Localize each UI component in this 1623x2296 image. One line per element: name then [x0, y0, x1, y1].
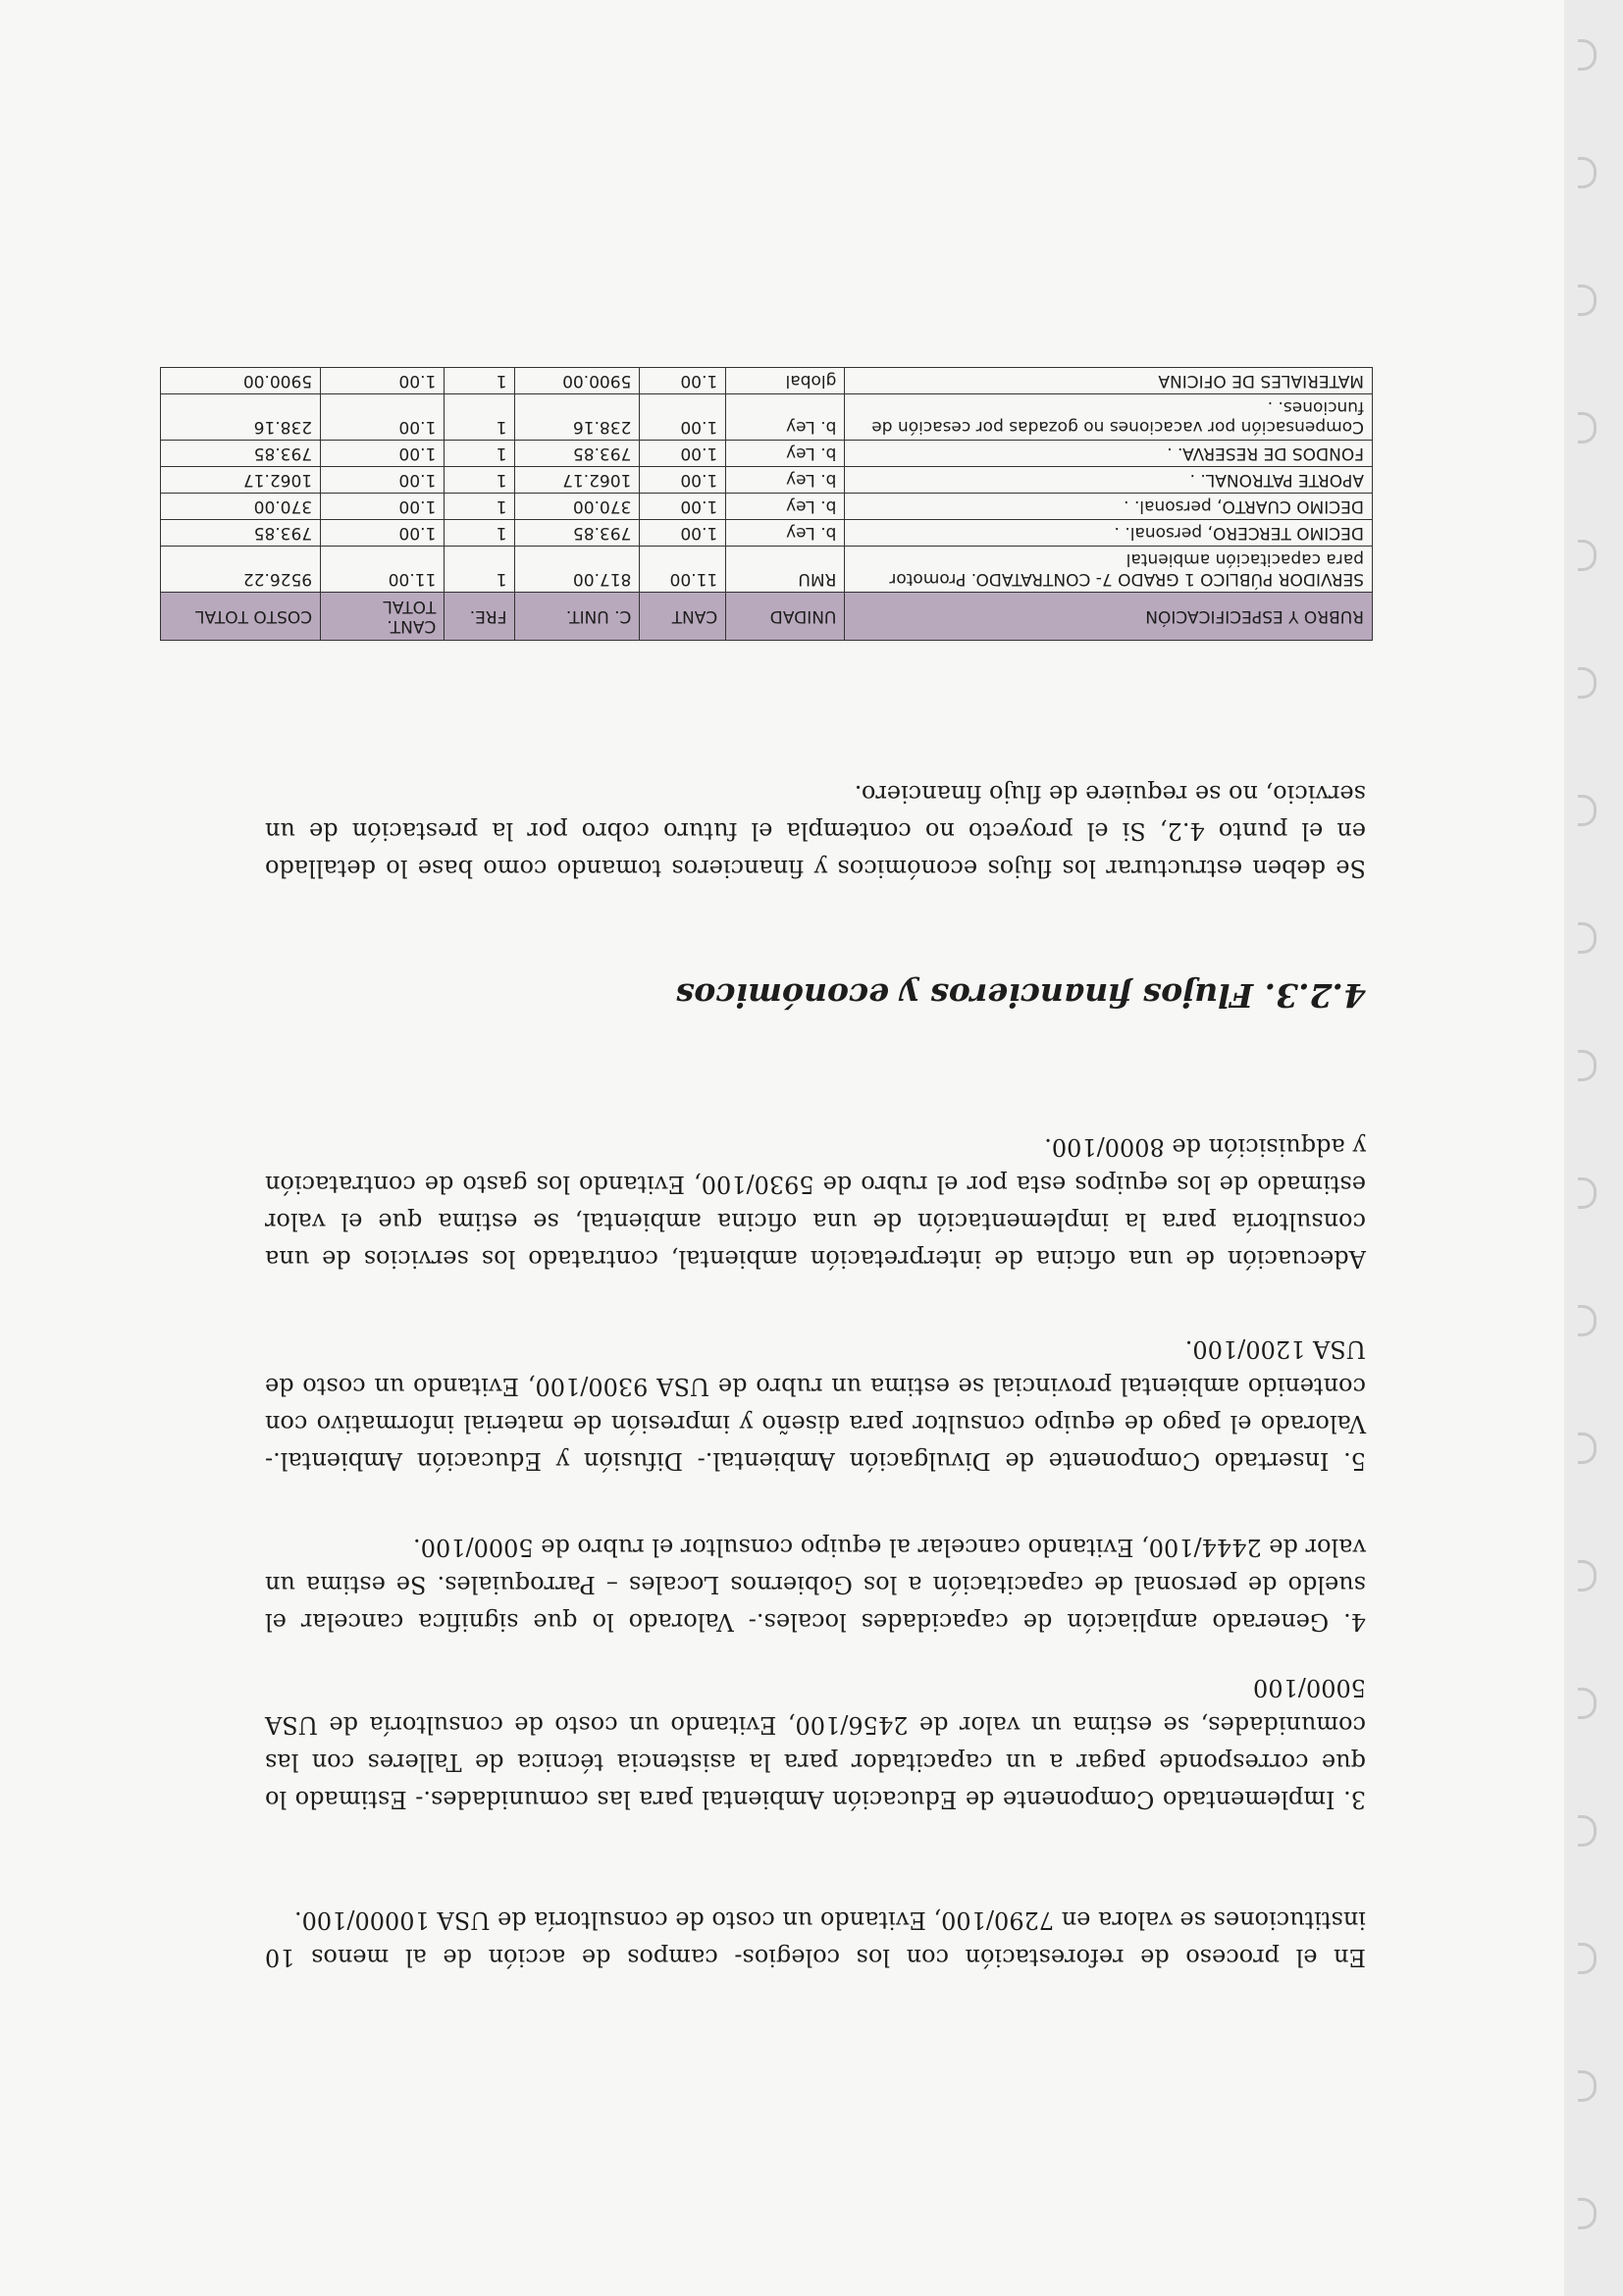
table-row: [161, 547, 1373, 593]
cell-costo-total: 370.00: [161, 494, 321, 520]
cell-rubro: APORTE PATRONAL. .: [845, 467, 1373, 494]
table-row: [161, 394, 1373, 441]
col-header-fre: FRE.: [445, 593, 515, 641]
cell-cant-total: 1.00: [321, 494, 445, 520]
cell-costo-total: 1062.17: [161, 467, 321, 494]
cell-cant: 1.00: [640, 441, 726, 467]
cell-cunit: 5900.00: [515, 368, 640, 394]
col-header-cant-total: CANT. TOTAL: [321, 593, 445, 641]
cell-cant-total: 1.00: [321, 467, 445, 494]
table-row: [161, 368, 1373, 394]
cell-cant-total: 1.00: [321, 394, 445, 441]
table-row: [161, 494, 1373, 520]
cell-fre: 1: [445, 441, 515, 467]
table-row: [161, 520, 1373, 547]
cell-cant: 11.00: [640, 547, 726, 593]
cell-fre: 1: [445, 368, 515, 394]
section-body: Se deben estructurar los flujos económicos y financieros tomando como base lo detallado en el punto 4.2, Si el proyecto no contempla el futuro cobro por la prestación de un servicio, no se requiere de flujo financiero.: [265, 780, 1366, 882]
paragraph-reforestacion: En el proceso de reforestación con los colegios- campos de acción de al menos 10 instituciones se valora en 7290/100, Evitando un costo de consultoría de USA 10000/100.: [265, 1906, 1366, 1971]
col-header-cant: CANT: [640, 593, 726, 641]
col-header-unidad: UNIDAD: [726, 593, 845, 641]
cell-fre: 1: [445, 520, 515, 547]
paragraph-item-5: 5. Insertado Componente de Divulgación Ambiental.- Difusión y Educación Ambiental.- Valorado el pago de equipo consultor para diseño y impresión de material informativo con contenido ambiental provincial se estima un rubro de USA 9300/100, Evitando un costo de USA 1200/100.: [265, 1335, 1366, 1475]
cell-cant: 1.00: [640, 494, 726, 520]
cell-cunit: 793.85: [515, 441, 640, 467]
paragraph-item-3: 3. Implementado Componente de Educación Ambiental para las comunidades.- Estimado lo que corresponde pagar a un capacitador para la asistencia técnica de Talleres con las comunidades, se estima un valor de 2456/100, Evitando un costo de consultoría de USA 5000/100: [265, 1674, 1366, 1813]
cell-cunit: 370.00: [515, 494, 640, 520]
cell-unidad: RMU: [726, 547, 845, 593]
cell-cant: 1.00: [640, 394, 726, 441]
cell-fre: 1: [445, 494, 515, 520]
cell-unidad: b. Ley: [726, 520, 845, 547]
cell-cant: 1.00: [640, 467, 726, 494]
cell-cant-total: 11.00: [321, 547, 445, 593]
col-header-costo-total: COSTO TOTAL: [161, 593, 321, 641]
cell-unidad: b. Ley: [726, 467, 845, 494]
cell-cunit: 817.00: [515, 547, 640, 593]
budget-table: [160, 367, 1373, 641]
cell-unidad: b. Ley: [726, 441, 845, 467]
table-header-row: [161, 593, 1373, 641]
cell-cant-total: 1.00: [321, 368, 445, 394]
cell-costo-total: 793.85: [161, 441, 321, 467]
cell-unidad: b. Ley: [726, 494, 845, 520]
table-row: [161, 467, 1373, 494]
cell-costo-total: 793.85: [161, 520, 321, 547]
cell-rubro: FONDOS DE RESERVA. .: [845, 441, 1373, 467]
col-header-rubro: RUBRO Y ESPECIFICACIÓN: [845, 593, 1373, 641]
cell-cant: 1.00: [640, 368, 726, 394]
col-header-cunit: C. UNIT.: [515, 593, 640, 641]
cell-fre: 1: [445, 547, 515, 593]
cell-costo-total: 238.16: [161, 394, 321, 441]
cell-cunit: 1062.17: [515, 467, 640, 494]
cell-cunit: 793.85: [515, 520, 640, 547]
cell-rubro: DECIMO CUARTO, personal. .: [845, 494, 1373, 520]
cell-unidad: global: [726, 368, 845, 394]
table-row: [161, 441, 1373, 467]
section-heading: 4.2.3. Flujos financieros y económicos: [675, 976, 1366, 1015]
cell-rubro: DECIMO TERCERO, personal. .: [845, 520, 1373, 547]
paragraph-oficina: Adecuación de una oficina de interpretación ambiental, contratado los servicios de una consultoría para la implementación de una oficina ambiental, se estima que el valor estimado de los equipos esta por el rubro de 5930/100, Evitando los gasto de contratación y adquisición de 8000/100.: [265, 1133, 1366, 1273]
cell-rubro: MATERIALES DE OFICINA: [845, 368, 1373, 394]
paragraph-item-4: 4. Generado ampliación de capacidades locales.- Valorado lo que significa cancelar el sueldo de personal de capacitación a los Gobiernos Locales – Parroquiales. Se estima un valor de 2444/100, Evitando cancelar al equipo consultor el rubro de 5000/100.: [265, 1534, 1366, 1636]
cell-rubro: Compensación por vacaciones no gozadas por cesación de funciones. .: [845, 394, 1373, 441]
cell-unidad: b. Ley: [726, 394, 845, 441]
cell-cunit: 238.16: [515, 394, 640, 441]
cell-costo-total: 5900.00: [161, 368, 321, 394]
cell-fre: 1: [445, 467, 515, 494]
cell-costo-total: 9526.22: [161, 547, 321, 593]
cell-fre: 1: [445, 394, 515, 441]
cell-cant-total: 1.00: [321, 520, 445, 547]
cell-cant: 1.00: [640, 520, 726, 547]
cell-rubro: SERVIDOR PÚBLICO 1 GRADO 7- CONTRATADO. Promotor para capacitación ambiental: [845, 547, 1373, 593]
cell-cant-total: 1.00: [321, 441, 445, 467]
